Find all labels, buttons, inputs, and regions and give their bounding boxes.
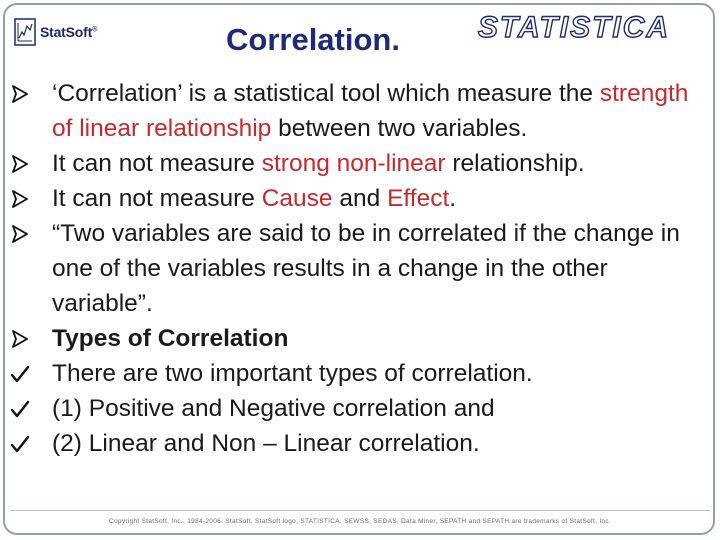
statsoft-logo	[14, 14, 97, 50]
bullet-item	[10, 76, 710, 146]
highlighted-text: Effect	[387, 185, 450, 212]
bullet-text	[52, 426, 710, 461]
arrow-bullet-icon	[10, 76, 52, 111]
statistica-logo-text: STATISTICA	[477, 11, 671, 44]
bullet-text	[52, 391, 710, 426]
slide-title: Correlation.	[226, 22, 400, 57]
highlighted-text: strong non-linear	[261, 150, 446, 177]
bullet-item	[10, 426, 710, 461]
bullet-list	[10, 76, 710, 461]
bullet-item	[10, 216, 710, 321]
bullet-text-segment: It can not measure	[52, 150, 262, 177]
check-bullet-icon	[10, 356, 52, 391]
arrow-bullet-icon	[10, 146, 52, 181]
bullet-text-segment: It can not measure	[52, 185, 262, 212]
statsoft-logo-text: StatSoft	[40, 24, 93, 40]
check-bullet-icon	[10, 426, 52, 461]
bullet-text-segment: and	[332, 185, 388, 212]
bullet-item	[10, 181, 710, 216]
bullet-text	[52, 216, 710, 321]
bullet-item	[10, 391, 710, 426]
footer-divider	[10, 510, 710, 511]
bullet-text-segment: Types of Correlation	[52, 325, 289, 352]
bullet-text	[52, 181, 710, 216]
statsoft-logo-icon	[14, 18, 36, 46]
bullet-text	[52, 356, 710, 391]
bullet-text-segment: .	[449, 185, 457, 212]
registered-mark: ®	[92, 26, 98, 34]
bullet-text-segment: (2) Linear and Non – Linear correlation.	[52, 430, 480, 457]
arrow-bullet-icon	[10, 216, 52, 251]
bullet-item	[10, 356, 710, 391]
statistica-logo	[443, 10, 705, 44]
bullet-text-segment: relationship.	[445, 150, 585, 177]
bullet-text-segment: “Two variables are said to be in correlated if the change in one of the variables results in a change in the other variable”.	[52, 220, 680, 317]
bullet-text-segment: There are two important types of correlation.	[52, 360, 533, 387]
copyright-footer: Copyright StatSoft, Inc., 1984-2006. StatSoft, StatSoft logo, STATISTICA, SEWSS, SEDAS, Data Miner, SEPATH and SEPATH are trademarks of StatSoft, Inc.	[109, 518, 611, 525]
bullet-text	[52, 76, 710, 146]
bullet-text-segment: ‘Correlation’ is a statistical tool which measure the	[52, 80, 600, 107]
check-bullet-icon	[10, 391, 52, 426]
highlighted-text: Cause	[261, 185, 333, 212]
bullet-item	[10, 321, 710, 356]
bullet-item	[10, 146, 710, 181]
highlighted-text: strength of linear relationship	[52, 80, 689, 142]
bullet-text-segment: (1) Positive and Negative correlation and	[52, 395, 495, 422]
bullet-text	[52, 146, 710, 181]
bullet-text-segment: between two variables.	[271, 115, 528, 142]
arrow-bullet-icon	[10, 321, 52, 356]
arrow-bullet-icon	[10, 181, 52, 216]
bullet-text	[52, 321, 710, 356]
